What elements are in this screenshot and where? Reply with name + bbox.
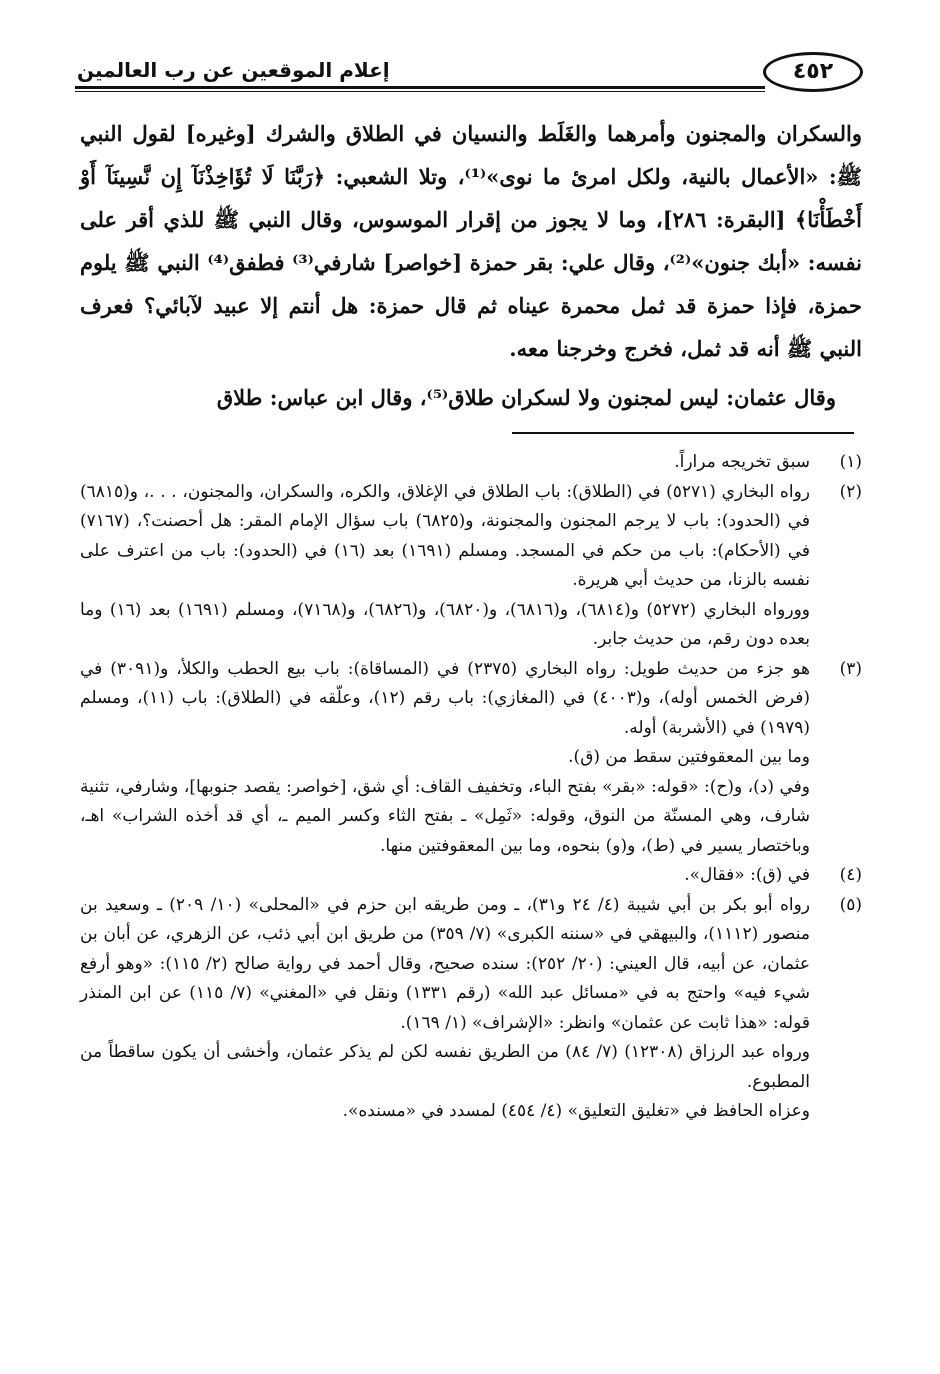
footnote-5 [80, 891, 862, 1127]
footnote-1 [80, 448, 862, 478]
header-rule-thin [75, 91, 765, 92]
footnote-3 [80, 655, 862, 862]
footnote-text: وورواه البخاري (٥٢٧٢) و(٦٨١٤)، و(٦٨١٦)، و(٦٨٢٠)، و(٦٨٢٦)، و(٧١٦٨)، ومسلم (١٦٩١) بعد (١٦) وما بعده دون رقم، من حديث جابر. [80, 599, 811, 649]
footnote-text: رواه البخاري (٥٢٧١) في (الطلاق): باب الطلاق في الإغلاق، والكره، والسكران، والمجنون، . . .، و(٦٨١٥) في (الحدود): باب لا يرجم المجنون والمجنونة، و(٦٨٢٥) باب سؤال الإمام المقر: هل أحصنت؟، (٧١٦٧) في (الأحكام): باب من حكم في المسجد. ومسلم (١٦٩١) بعد (١٦) في (الحدود): باب من اعترف على نفسه بالزنا، من حديث أبي هريرة. [80, 481, 810, 590]
main-paragraph-1: والسكران والمجنون وأمرهما والغَلَط والنسيان في الطلاق والشرك [وغيره] لقول النبي ﷺ: «الأعمال بالنية، ولكل امرئ ما نوى»⁽¹⁾، وتلا الشعبي: ﴿رَبَّنَا لَا تُؤَاخِذْنَآ إِن نَّسِينَآ أَوْ أَخْطَأْنَا﴾ [البقرة: ٢٨٦]، وما لا يجوز من إقرار الموسوس، وقال النبي ﷺ للذي أقر على نفسه: «أبك جنون»⁽²⁾، وقال علي: بقر حمزة [خواصر] شارفي⁽³⁾ فطفق⁽⁴⁾ النبي ﷺ يلوم حمزة، فإذا حمزة قد ثمل محمرة عيناه ثم قال حمزة: هل أنتم إلا عبيد لآبائي؟ فعرف النبي ﷺ أنه قد ثمل، فخرج وخرجنا معه. [80, 121, 863, 361]
footnote-number: (٥) [839, 894, 862, 915]
footnote-text: وما بين المعقوفتين سقط من (ق). [568, 747, 810, 767]
footnote-text: في (ق): «فقال». [684, 865, 810, 885]
footnote-2 [80, 478, 862, 655]
footnote-separator [512, 432, 854, 434]
footnote-number: (٤) [839, 865, 862, 885]
footnote-text: هو جزء من حديث طويل: رواه البخاري (٢٣٧٥) في (المساقاة): باب بيع الحطب والكلأ، و(٣٠٩١) في (فرض الخمس أوله)، و(٤٠٠٣) في (المغازي): باب رقم (١٢)، وعلّقه في (الطلاق): باب (١١)، ومسلم (١٩٧٩) في (الأشربة) أوله. [80, 658, 810, 738]
footnotes [80, 448, 862, 1127]
footnote-number: (١) [839, 452, 862, 472]
footnote-text: رواه أبو بكر بن أبي شيبة (٤/ ٢٤ و٣١)، ـ ومن طريقه ابن حزم في «المحلى» (١٠/ ٢٠٩) ـ وسعيد بن منصور (١١١٢)، والبيهقي في «سننه الكبرى» (٧/ ٣٥٩) من طريق ابن أبي ذئب، عن الزهري، عن أبان بن عثمان، عن أبيه، قال العيني: (٢٠/ ٢٥٢): سنده صحيح، وقال أحمد في رواية صالح (٢/ ١١٥): «وهو أرفع شيء فيه» واحتج به في «مسائل عبد الله» (رقم ١٣٣١) ونقل في «المغني» (٧/ ١١٥) عن ابن المنذر قوله: «هذا ثابت عن عثمان» وانظر: «الإشراف» (١/ ١٦٩). [80, 894, 811, 1033]
footnote-text: سبق تخريجه مراراً. [674, 452, 810, 472]
footnote-number: (٢) [839, 481, 862, 502]
page-number-badge: ٤٥٢ [763, 52, 863, 92]
footnote-number: (٣) [839, 658, 862, 679]
header-rule-thick [75, 86, 765, 89]
main-text [80, 112, 862, 419]
footnote-4 [80, 861, 862, 891]
footnote-text: ورواه عبد الرزاق (١٢٣٠٨) (٧/ ٨٤) من الطريق نفسه لكن لم يذكر عثمان، وأخشى أن يكون ساقطاً من المطبوع. [80, 1042, 810, 1092]
footnote-text: وعزاه الحافظ في «تغليق التعليق» (٤/ ٤٥٤) لمسدد في «مسنده». [342, 1101, 810, 1121]
main-paragraph-2: وقال عثمان: ليس لمجنون ولا لسكران طلاق⁽⁵⁾، وقال ابن عباس: طلاق [216, 385, 836, 410]
footnote-text: وفي (د)، و(ح): «قوله: «بقر» بفتح الباء، وتخفيف القاف: أي شق، [خواصر: يقصد جنوبها]، وشارفي، تثنية شارف، وهي المسنّة من النوق، وقوله: «ثَمِل» ـ بفتح الثاء وكسر الميم ـ، أي قد أخذه الشراب» اهـ، وباختصار يسير في (ط)، و(و) بنحوه، وما بين المعقوفتين منها. [80, 776, 810, 856]
book-title: إعلام الموقعين عن رب العالمين [77, 58, 390, 82]
running-header [75, 52, 865, 96]
